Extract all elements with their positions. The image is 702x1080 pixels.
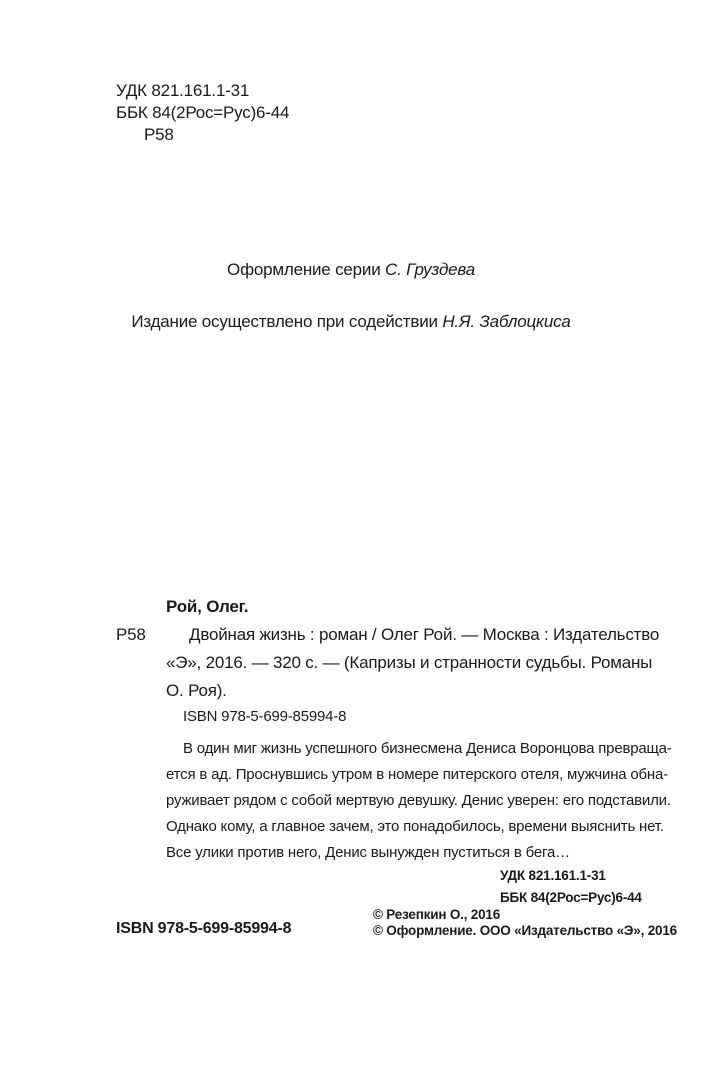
copyright-design: © Оформление. ООО «Издательство «Э», 2016	[373, 923, 677, 938]
catalog-desc-line-2: «Э», 2016. — 320 с. — (Капризы и странности судьбы. Романы	[166, 653, 653, 672]
catalog-desc-line-3: О. Роя).	[166, 681, 227, 700]
annotation-line-2: ется в ад. Проснувшись утром в номере питерского отеля, мужчина обна-	[166, 766, 668, 783]
copyright-author: © Резепкин О., 2016	[373, 907, 501, 922]
bbk-code: ББК 84(2Рос=Рус)6-44	[116, 103, 290, 122]
annotation-line-3: руживает рядом с собой мертвую девушку. Денис уверен: его подставили.	[166, 792, 671, 809]
footer-isbn: ISBN 978-5-699-85994-8	[116, 920, 292, 937]
annotation-line-4: Однако кому, а главное зачем, это понадобилось, времени выяснить нет.	[166, 818, 664, 835]
annotation-line-5: Все улики против него, Денис вынужден пуститься в бега…	[166, 844, 570, 861]
catalog-bbk: ББК 84(2Рос=Рус)6-44	[500, 890, 642, 905]
edition-credit	[0, 312, 702, 332]
series-design-credit	[0, 260, 702, 280]
series-design-prefix: Оформление серии	[227, 260, 386, 279]
annotation-line-1: В один миг жизнь успешного бизнесмена Дениса Воронцова превраща-	[183, 740, 672, 757]
edition-prefix: Издание осуществлено при содействии	[131, 312, 443, 331]
catalog-isbn: ISBN 978-5-699-85994-8	[183, 708, 347, 725]
catalog-udk: УДК 821.161.1-31	[500, 868, 606, 883]
catalog-mark: Р58	[116, 625, 146, 644]
edition-sponsor-name: Н.Я. Заблоцкиса	[442, 312, 571, 331]
catalog-author: Рой, Олег.	[166, 597, 249, 616]
author-mark: Р58	[144, 125, 174, 144]
series-designer-name: С. Груздева	[385, 260, 475, 279]
catalog-desc-line-1: Двойная жизнь : роман / Олег Рой. — Москва : Издательство	[189, 625, 660, 644]
udk-code: УДК 821.161.1-31	[116, 81, 250, 100]
